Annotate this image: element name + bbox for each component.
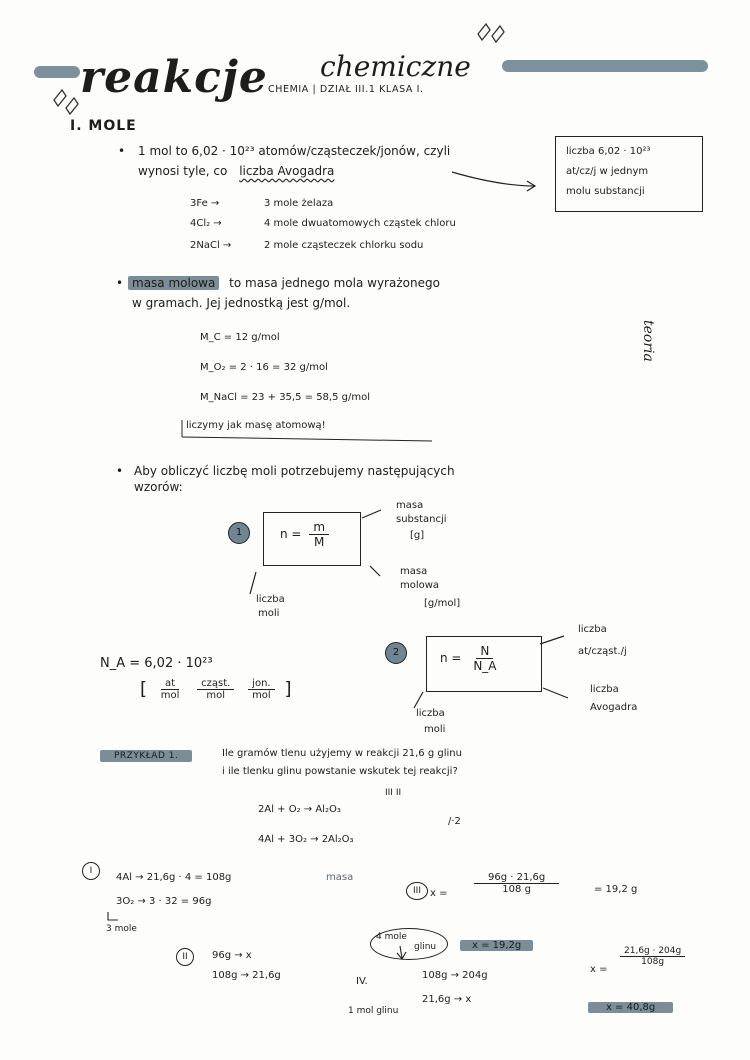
formulas-intro-1: Aby obliczyć liczbę moli potrzebujemy następujących xyxy=(134,464,455,478)
formula-2-lhs: n = xyxy=(440,651,462,665)
example-question-1: Ile gramów tlenu użyjemy w reakcji 21,6 g glinu xyxy=(222,748,462,759)
step-3-den: 108 g xyxy=(502,884,531,895)
example-lhs-1: 3Fe → xyxy=(190,198,220,209)
step-2-badge: II xyxy=(176,948,194,966)
example-rhs-2: 4 mole dwuatomowych cząstek chloru xyxy=(264,218,456,229)
step-1-note: 3 mole xyxy=(106,924,137,934)
avogadro-term: liczba Avogadra xyxy=(239,164,335,178)
avogadro-box-line-3: molu substancji xyxy=(566,186,645,197)
formula-2-fraction xyxy=(469,644,500,673)
label-N-1: liczba xyxy=(578,624,607,635)
na-unit-at xyxy=(157,678,184,701)
intro-bullet: • xyxy=(118,144,126,158)
formula-2-num: N xyxy=(476,644,493,659)
step-3-num: 96g · 21,6g xyxy=(474,872,559,884)
reaction-multiplier: /·2 xyxy=(448,816,461,827)
intro-line-2-text: wynosi tyle, co xyxy=(138,164,228,178)
step-1-badge: I xyxy=(82,862,100,880)
intro-line-2 xyxy=(138,164,334,178)
formula-2-badge: 2 xyxy=(385,642,407,664)
label-n2-1: liczba xyxy=(416,708,445,719)
label-NA-1: liczba xyxy=(590,684,619,695)
avogadro-box-line-2: at/cz/j w jednym xyxy=(566,166,649,177)
step-2-line-1: 96g → x xyxy=(212,950,252,961)
formulas-bullet: • xyxy=(116,464,124,478)
label-M-2: molowa xyxy=(400,580,440,591)
step-3-eq: = 19,2 g xyxy=(594,884,638,895)
molar-line-1-rest: to masa jednego mola wyrażonego xyxy=(229,276,440,290)
section-heading: I. MOLE xyxy=(70,118,137,134)
molar-eq-o2: M_O₂ = 2 · 16 = 32 g/mol xyxy=(200,362,328,373)
example-lhs-3: 2NaCl → xyxy=(190,240,232,251)
na-unit-cz xyxy=(197,678,234,701)
formula-1-badge: 1 xyxy=(228,522,250,544)
step-1-line-1: 4Al → 21,6g · 4 = 108g xyxy=(116,872,232,883)
step-3-result: x = 19,2g xyxy=(460,940,533,951)
step-3-badge: III xyxy=(406,882,428,900)
label-m-3: [g] xyxy=(410,530,425,541)
formula-1-den: M xyxy=(313,535,325,549)
label-NA-2: Avogadra xyxy=(590,702,638,713)
label-n1-1: liczba xyxy=(256,594,285,605)
step-4-den: 108g xyxy=(641,957,665,967)
step-2-line-2: 108g → 21,6g xyxy=(212,970,281,981)
step-3-frac xyxy=(474,872,559,895)
label-N-2: at/cząst./j xyxy=(578,646,627,657)
molar-bullet: • xyxy=(116,276,124,290)
formula-2 xyxy=(440,644,505,673)
page-subtitle: CHEMIA | DZIAŁ III.1 KLASA I. xyxy=(268,84,424,95)
label-m-1: masa xyxy=(396,500,424,511)
reaction-eq-2: 4Al + 3O₂ → 2Al₂O₃ xyxy=(258,834,354,845)
step-3-x: x = xyxy=(430,888,448,899)
avogadro-box-line-1: liczba 6,02 · 10²³ xyxy=(566,146,651,157)
na-unit-jon-den: mol xyxy=(252,690,271,701)
formulas-intro-2: wzorów: xyxy=(134,480,183,494)
page-title-secondary: chemiczne xyxy=(320,50,471,83)
molar-mass-term: masa molowa xyxy=(128,276,219,290)
side-note-theory: teoria xyxy=(640,320,656,362)
step-4-line-1: 108g → 204g xyxy=(422,970,488,981)
valence-marks: III II xyxy=(385,788,402,798)
page-title: reakcje xyxy=(80,52,268,103)
formula-1-num: m xyxy=(309,520,329,535)
intro-line-1: 1 mol to 6,02 · 10²³ atomów/cząsteczek/jonów, czyli xyxy=(138,144,451,158)
na-units-open: [ xyxy=(140,678,148,700)
bubble-line-1: 4 mole xyxy=(376,932,407,942)
example-lhs-2: 4Cl₂ → xyxy=(190,218,222,229)
na-unit-cz-den: mol xyxy=(206,690,226,701)
formula-1 xyxy=(280,520,333,549)
example-tag: PRZYKŁAD 1. xyxy=(100,750,192,762)
step-4-note: 1 mol glinu xyxy=(348,1006,399,1016)
na-unit-at-num: at xyxy=(161,678,179,690)
reaction-eq-1: 2Al + O₂ → Al₂O₃ xyxy=(258,804,341,815)
na-value: N_A = 6,02 · 10²³ xyxy=(100,656,213,671)
na-unit-cz-num: cząst. xyxy=(197,678,234,690)
molar-note: liczymy jak masę atomową! xyxy=(186,420,326,431)
molar-eq-c: M_C = 12 g/mol xyxy=(200,332,280,343)
molar-line-1 xyxy=(128,276,440,290)
example-rhs-3: 2 mole cząsteczek chlorku sodu xyxy=(264,240,424,251)
formula-1-fraction xyxy=(309,520,329,549)
label-n2-2: moli xyxy=(424,724,446,735)
step-4-line-2: 21,6g → x xyxy=(422,994,472,1005)
step-4-badge: IV. xyxy=(356,976,368,987)
step-4-x: x = xyxy=(590,964,608,975)
molar-line-2: w gramach. Jej jednostką jest g/mol. xyxy=(132,296,351,310)
molar-eq-nacl: M_NaCl = 23 + 35,5 = 58,5 g/mol xyxy=(200,392,370,403)
step-4-result: x = 40,8g xyxy=(588,1002,673,1013)
formula-2-den: N_A xyxy=(473,659,497,673)
label-n1-2: moli xyxy=(258,608,280,619)
step-1-mass: masa xyxy=(326,872,354,883)
formula-1-lhs: n = xyxy=(280,527,302,541)
na-unit-at-den: mol xyxy=(160,690,180,701)
step-3-fraction xyxy=(470,872,563,895)
na-unit-jon-num: jon. xyxy=(248,678,274,690)
label-M-1: masa xyxy=(400,566,428,577)
step-4-frac xyxy=(620,946,685,967)
example-question-2: i ile tlenku glinu powstanie wskutek tej reakcji? xyxy=(222,766,458,777)
label-M-3: [g/mol] xyxy=(424,598,461,609)
step-1-line-2: 3O₂ → 3 · 32 = 96g xyxy=(116,896,212,907)
na-units xyxy=(140,678,291,701)
label-m-2: substancji xyxy=(396,514,447,525)
na-unit-jon xyxy=(248,678,275,701)
example-rhs-1: 3 mole żelaza xyxy=(264,198,334,209)
step-4-fraction xyxy=(616,946,689,967)
step-4-num: 21,6g · 204g xyxy=(620,946,685,957)
bubble-line-2: glinu xyxy=(414,942,437,952)
na-units-close: ] xyxy=(284,678,292,700)
